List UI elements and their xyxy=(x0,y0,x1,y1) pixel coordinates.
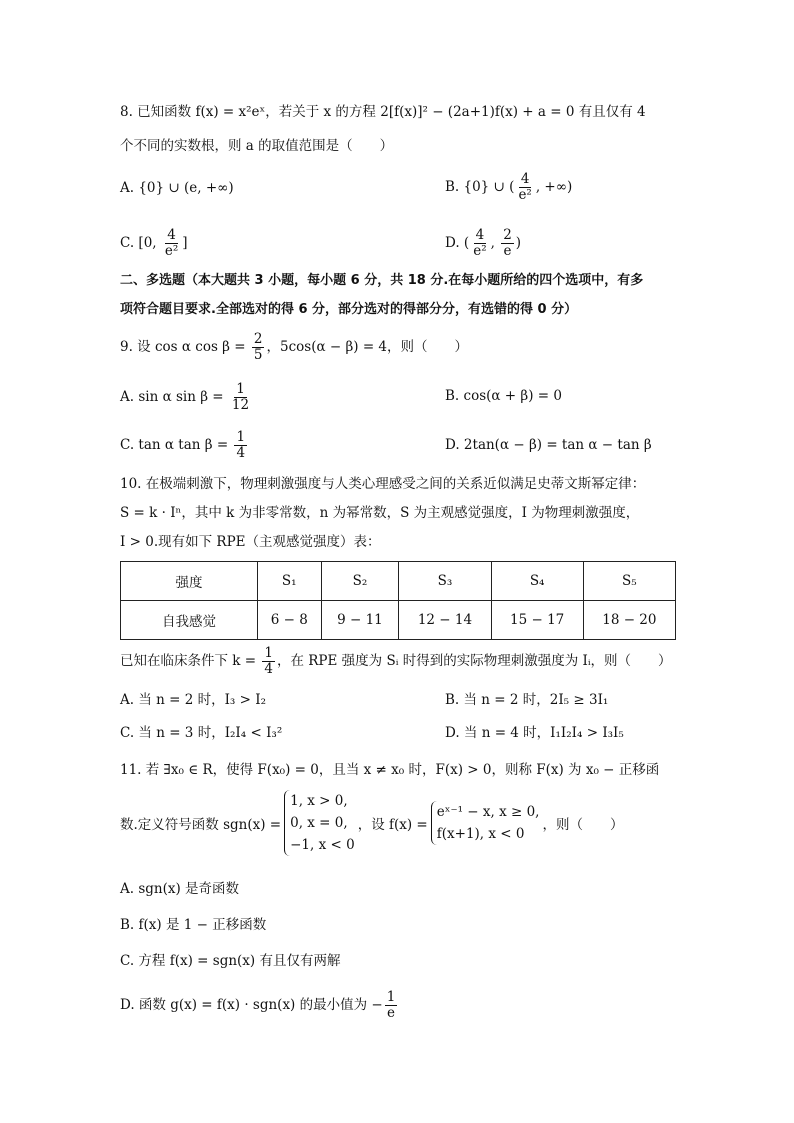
q9-option-a-prefix: A. sin α sin β = xyxy=(120,389,228,405)
frac-denominator: 5 xyxy=(253,347,263,363)
table-row xyxy=(121,562,676,601)
piecewise-case: −1, x < 0 xyxy=(290,837,355,853)
f-piecewise xyxy=(431,801,540,845)
q10-stem-line2: S = k · Iⁿ，其中 k 为非零常数，n 为幂常数，S 为主观感觉强度，I 为物理刺激强度， xyxy=(120,505,640,521)
frac-denominator: e xyxy=(387,1005,396,1021)
q10-option-a: A. 当 n = 2 时，I₃ > I₂ xyxy=(120,692,266,708)
q9-option-c-fraction xyxy=(234,430,247,461)
piecewise-case: f(x+1), x < 0 xyxy=(436,826,525,842)
table-cell: 强度 xyxy=(121,562,258,601)
rpe-table xyxy=(120,561,676,640)
q9-stem-suffix: ，5cos(α − β) = 4，则（ ） xyxy=(266,339,469,355)
q11-option-d-fraction xyxy=(385,990,398,1021)
q10-stem-line3: I > 0.现有如下 RPE（主观感觉强度）表： xyxy=(120,534,381,550)
q9-option-b: B. cos(α + β) = 0 xyxy=(445,388,562,404)
q9-stem-fraction xyxy=(252,332,265,363)
table-cell: S₃ xyxy=(399,562,491,601)
q8-option-b-fraction xyxy=(516,172,533,203)
frac-denominator: 12 xyxy=(231,397,250,413)
frac-denominator: 4 xyxy=(264,661,273,677)
q8-option-c-prefix: C. [0, xyxy=(120,235,161,251)
frac-denominator: 4 xyxy=(236,445,246,461)
frac-numerator: 2 xyxy=(503,227,512,243)
q11-definition-mid: ，设 f(x) = xyxy=(357,817,428,833)
q8-option-b-suffix: , +∞) xyxy=(535,179,573,195)
table-row xyxy=(121,601,676,640)
q8-option-b xyxy=(445,172,572,203)
section2-heading-line1: 二、多选题（本大题共 3 小题，每小题 6 分，共 18 分.在每小题所给的四个选项中，有多 xyxy=(120,273,644,288)
q10-option-c: C. 当 n = 3 时，I₂I₄ < I₃² xyxy=(120,725,283,741)
q9-stem xyxy=(120,332,468,363)
q8-option-d-suffix: ) xyxy=(515,235,522,251)
table-cell: S₁ xyxy=(258,562,322,601)
q11-option-d xyxy=(120,990,399,1021)
q9-option-a xyxy=(120,382,253,413)
q8-option-a: A. {0} ∪ (e, +∞) xyxy=(120,180,234,196)
q10-option-d: D. 当 n = 4 时，I₁I₂I₄ > I₃I₅ xyxy=(445,725,624,741)
q11-option-c: C. 方程 f(x) = sgn(x) 有且仅有两解 xyxy=(120,953,341,969)
table-cell: S₂ xyxy=(321,562,399,601)
q9-stem-prefix: 9. 设 cos α cos β = xyxy=(120,339,250,355)
q8-option-d-separator: , xyxy=(490,235,500,251)
q9-option-c xyxy=(120,430,249,461)
q10-condition-suffix: ，在 RPE 强度为 Sᵢ 时得到的实际物理刺激强度为 Iᵢ，则（ ） xyxy=(276,653,672,669)
table-cell: 自我感觉 xyxy=(121,601,258,640)
frac-numerator: 4 xyxy=(167,227,176,243)
frac-numerator: 1 xyxy=(236,429,246,445)
q10-condition xyxy=(120,646,672,677)
frac-numerator: 2 xyxy=(253,331,263,347)
q8-option-d-fraction-1 xyxy=(471,228,488,259)
table-cell: S₄ xyxy=(491,562,583,601)
piecewise-case: 1, x > 0, xyxy=(290,793,348,809)
piecewise-case: eˣ⁻¹ − x, x ≥ 0, xyxy=(436,804,540,820)
q8-option-d-prefix: D. ( xyxy=(445,235,470,251)
table-cell: 18 − 20 xyxy=(583,601,675,640)
q11-definition-suffix: ，则（ ） xyxy=(542,817,624,833)
q10-option-b: B. 当 n = 2 时，2I₅ ≥ 3I₁ xyxy=(445,692,609,708)
q11-stem-line1: 11. 若 ∃x₀ ∈ R，使得 F(x₀) = 0，且当 x ≠ x₀ 时，F(x) > 0，则称 F(x) 为 x₀ − 正移函 xyxy=(120,762,660,778)
q10-condition-prefix: 已知在临床条件下 k = xyxy=(120,653,261,669)
q8-stem-line1: 8. 已知函数 f(x) = x²eˣ，若关于 x 的方程 2[f(x)]² − (2a+1)f(x) + a = 0 有且仅有 4 xyxy=(120,104,646,120)
q9-option-d: D. 2tan(α − β) = tan α − tan β xyxy=(445,437,652,453)
q8-stem-line2: 个不同的实数根，则 a 的取值范围是（ ） xyxy=(120,138,394,154)
q10-condition-fraction xyxy=(262,646,275,677)
q8-option-d-fraction-2 xyxy=(501,228,514,259)
frac-denominator: e xyxy=(503,243,512,259)
q8-option-c xyxy=(120,228,188,259)
frac-numerator: 1 xyxy=(386,989,396,1005)
q8-option-b-prefix: B. {0} ∪ ( xyxy=(445,179,515,195)
table-cell: 12 − 14 xyxy=(399,601,491,640)
frac-numerator: 1 xyxy=(236,381,245,397)
q11-option-a: A. sgn(x) 是奇函数 xyxy=(120,881,240,897)
table-cell: 9 − 11 xyxy=(321,601,399,640)
q10-stem-line1: 10. 在极端刺激下，物理刺激强度与人类心理感受之间的关系近似满足史蒂文斯幂定律： xyxy=(120,476,646,492)
frac-denominator: e² xyxy=(164,243,179,259)
section2-heading-line2: 项符合题目要求.全部选对的得 6 分，部分选对的得部分分，有选错的得 0 分） xyxy=(120,302,578,317)
q11-option-d-prefix: D. 函数 g(x) = f(x) · sgn(x) 的最小值为 − xyxy=(120,997,383,1013)
table-cell: 6 − 8 xyxy=(258,601,322,640)
q11-option-b: B. f(x) 是 1 − 正移函数 xyxy=(120,917,267,933)
frac-denominator: e² xyxy=(518,187,532,203)
frac-numerator: 4 xyxy=(475,227,485,243)
frac-numerator: 1 xyxy=(264,645,273,661)
q11-definition-prefix: 数.定义符号函数 sgn(x) = xyxy=(120,817,282,833)
q9-option-c-prefix: C. tan α tan β = xyxy=(120,437,233,453)
table-cell: 15 − 17 xyxy=(491,601,583,640)
q9-option-a-fraction xyxy=(230,382,251,413)
sgn-piecewise xyxy=(284,790,355,856)
frac-denominator: e² xyxy=(473,243,487,259)
q8-option-d xyxy=(445,228,521,259)
q8-option-c-fraction xyxy=(163,228,180,259)
table-cell: S₅ xyxy=(583,562,675,601)
frac-numerator: 4 xyxy=(520,171,530,187)
piecewise-case: 0, x = 0, xyxy=(290,815,348,831)
q11-definition xyxy=(120,790,623,856)
q8-option-c-suffix: ] xyxy=(182,235,188,251)
